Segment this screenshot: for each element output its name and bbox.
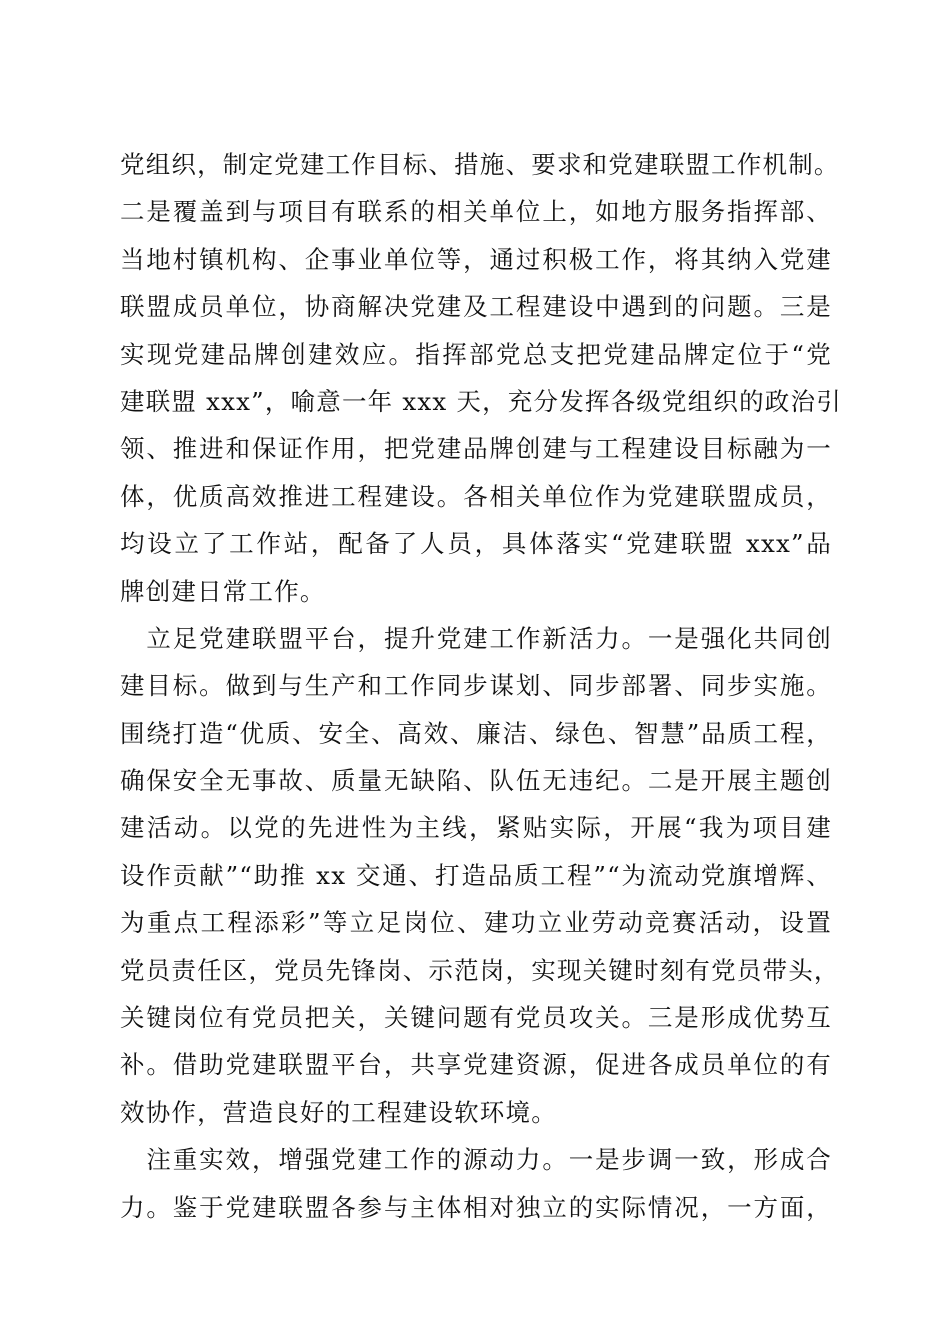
text-line-2: 二是覆盖到与项目有联系的相关单位上，如地方服务指挥部、 bbox=[120, 197, 832, 227]
text-line-6: 建联盟 xxx”，喻意一年 xxx 天，充分发挥各级党组织的政治引 bbox=[120, 386, 842, 416]
text-line-14: 确保安全无事故、质量无缺陷、队伍无违纪。二是开展主题创 bbox=[120, 766, 832, 796]
text-line-18: 党员责任区，党员先锋岗、示范岗，实现关键时刻有党员带头， bbox=[120, 955, 840, 985]
text-line-8: 体，优质高效推进工程建设。各相关单位作为党建联盟成员， bbox=[120, 481, 832, 511]
text-line-20: 补。借助党建联盟平台，共享党建资源，促进各成员单位的有 bbox=[120, 1050, 832, 1080]
text-line-22: 注重实效，增强党建工作的源动力。一是步调一致，形成合 bbox=[120, 1145, 832, 1175]
text-line-13: 围绕打造“优质、安全、高效、廉洁、绿色、智慧”品质工程， bbox=[120, 718, 832, 748]
text-line-19: 关键岗位有党员把关，关键问题有党员攻关。三是形成优势互 bbox=[120, 1003, 832, 1033]
text-line-16: 设作贡献”“助推 xx 交通、打造品质工程”“为流动党旗增辉、 bbox=[120, 860, 832, 890]
text-line-23: 力。鉴于党建联盟各参与主体相对独立的实际情况，一方面， bbox=[120, 1192, 832, 1222]
text-line-15: 建活动。以党的先进性为主线，紧贴实际，开展“我为项目建 bbox=[120, 813, 832, 843]
text-line-17: 为重点工程添彩”等立足岗位、建功立业劳动竞赛活动，设置 bbox=[120, 908, 832, 938]
text-line-3: 当地村镇机构、企事业单位等，通过积极工作，将其纳入党建 bbox=[120, 244, 832, 274]
text-line-11: 立足党建联盟平台，提升党建工作新活力。一是强化共同创 bbox=[120, 623, 832, 653]
text-line-4: 联盟成员单位，协商解决党建及工程建设中遇到的问题。三是 bbox=[120, 292, 832, 322]
text-line-12: 建目标。做到与生产和工作同步谋划、同步部署、同步实施。 bbox=[120, 671, 832, 701]
document-body bbox=[120, 141, 842, 1231]
text-line-21: 效协作，营造良好的工程建设软环境。 bbox=[120, 1097, 557, 1127]
text-line-9: 均设立了工作站，配备了人员，具体落实“党建联盟 xxx”品 bbox=[120, 529, 832, 559]
text-line-7: 领、推进和保证作用，把党建品牌创建与工程建设目标融为一 bbox=[120, 434, 832, 464]
text-line-10: 牌创建日常工作。 bbox=[120, 576, 326, 606]
text-line-1: 党组织，制定党建工作目标、措施、要求和党建联盟工作机制。 bbox=[120, 150, 840, 179]
text-line-5: 实现党建品牌创建效应。指挥部党总支把党建品牌定位于“党 bbox=[120, 339, 832, 369]
